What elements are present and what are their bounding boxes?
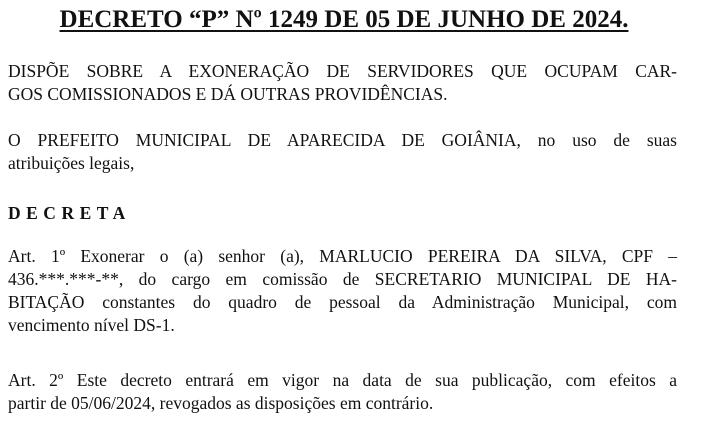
article-2-line: partir de 05/06/2024, revogados as disposições em contrário. bbox=[8, 393, 434, 413]
article-1-line: BITAÇÃO constantes do quadro de pessoal da Administração Municipal, com bbox=[8, 292, 677, 312]
decreta-heading: DECRETA bbox=[8, 203, 131, 223]
article-2-line: Art. 2º Este decreto entrará em vigor na data de sua publicação, com efeitos a bbox=[8, 370, 677, 390]
ementa-line: GOS COMISSIONADOS E DÁ OUTRAS PROVIDÊNCIAS. bbox=[8, 84, 448, 104]
article-1-line: vencimento nível DS-1. bbox=[8, 315, 175, 335]
decree-title: DECRETO “P” Nº 1249 DE 05 DE JUNHO DE 2024. bbox=[59, 6, 629, 33]
preamble-line: O PREFEITO MUNICIPAL DE APARECIDA DE GOIÂNIA, no uso de suas bbox=[8, 130, 677, 150]
preamble-paragraph bbox=[8, 129, 677, 175]
article-2-paragraph bbox=[8, 369, 677, 415]
article-1-line: Art. 1º Exonerar o (a) senhor (a), MARLUCIO PEREIRA DA SILVA, CPF – bbox=[8, 246, 677, 266]
article-1-paragraph bbox=[8, 245, 677, 337]
ementa-line: DISPÕE SOBRE A EXONERAÇÃO DE SERVIDORES QUE OCUPAM CAR- bbox=[8, 61, 677, 81]
preamble-line: atribuições legais, bbox=[8, 153, 135, 173]
ementa-paragraph bbox=[8, 60, 677, 106]
article-1-line: 436.***.***-**, do cargo em comissão de SECRETARIO MUNICIPAL DE HA- bbox=[8, 269, 677, 289]
